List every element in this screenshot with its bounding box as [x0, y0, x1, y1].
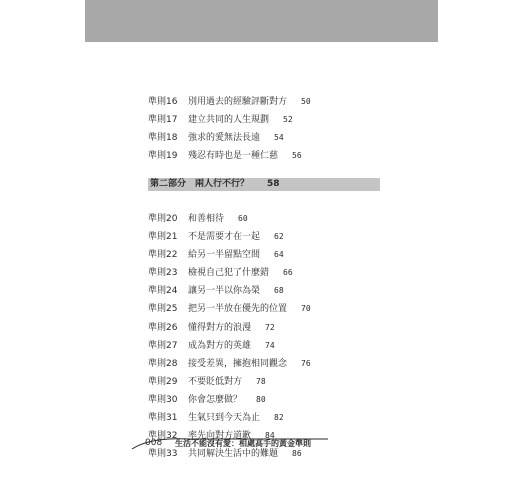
rule-number: 準則25 [148, 304, 178, 315]
toc-list-part-two [148, 210, 408, 463]
rule-number: 準則24 [148, 286, 178, 297]
toc-entry[interactable] [148, 391, 408, 409]
rule-number: 準則20 [148, 214, 178, 224]
toc-entry[interactable] [148, 93, 408, 111]
page-number: 74 [265, 340, 275, 350]
toc-entry[interactable] [148, 319, 408, 337]
toc-entry[interactable] [148, 264, 408, 282]
toc-entry[interactable] [148, 246, 408, 264]
page-number: 80 [256, 394, 266, 404]
rule-title: 讓另一半以你為榮 [188, 286, 261, 297]
rule-title: 殘忍有時也是一種仁慈 [188, 151, 279, 162]
rule-title: 和善相待 [188, 214, 225, 224]
rule-number: 準則30 [148, 394, 178, 405]
page-number: 60 [238, 214, 248, 223]
toc-entry[interactable] [148, 282, 408, 300]
rule-title: 把另一半放在優先的位置 [188, 304, 288, 315]
footer-running-title: 生活不能沒有愛：相處高手的黃金準則 [175, 439, 311, 448]
rule-title: 接受差異，擁抱相同觀念 [188, 358, 288, 369]
page-number: 78 [256, 376, 266, 386]
toc-entry[interactable] [148, 300, 408, 318]
toc-entry[interactable] [148, 210, 408, 228]
page-number: 76 [301, 358, 311, 368]
page-number: 68 [274, 286, 284, 296]
toc-entry[interactable] [148, 147, 408, 165]
rule-number: 準則19 [148, 151, 178, 162]
toc-entry[interactable] [148, 355, 408, 373]
page-number: 66 [283, 268, 293, 278]
rule-number: 準則22 [148, 250, 178, 261]
rule-number: 準則33 [148, 449, 178, 460]
toc-entry[interactable] [148, 129, 408, 147]
toc-entry[interactable] [148, 373, 408, 391]
rule-title: 成為對方的英雄 [188, 340, 252, 351]
rule-title: 率先向對方道歉 [188, 431, 252, 442]
part-title: 第二部分 兩人行不行？ [150, 179, 250, 189]
rule-number: 準則27 [148, 340, 178, 351]
rule-number: 準則18 [148, 133, 178, 144]
footer-page-number: 008 [145, 438, 163, 448]
page-number: 64 [274, 250, 284, 260]
rule-title: 給另一半留點空間 [188, 250, 261, 261]
page-number: 70 [301, 304, 311, 314]
rule-title: 建立共同的人生規劃 [188, 115, 270, 126]
toc-entry[interactable] [148, 337, 408, 355]
part-page-number: 58 [267, 179, 280, 189]
toc-entry[interactable] [148, 111, 408, 129]
page-number: 54 [274, 133, 284, 143]
page-number: 56 [292, 151, 302, 161]
rule-title: 你會怎麼做？ [188, 394, 243, 405]
rule-title: 強求的愛無法長遠 [188, 133, 261, 144]
page-number: 72 [265, 322, 275, 332]
page-number: 86 [292, 449, 302, 459]
rule-number: 準則29 [148, 376, 178, 387]
rule-number: 準則31 [148, 413, 178, 424]
page-footer [130, 435, 350, 453]
page-number: 62 [274, 232, 284, 242]
rule-number: 準則26 [148, 322, 178, 333]
page-number: 82 [274, 413, 284, 423]
rule-title: 別用過去的經驗評斷對方 [188, 97, 288, 107]
rule-number: 準則23 [148, 268, 178, 279]
header-gray-band [85, 0, 438, 42]
rule-title: 共同解決生活中的難題 [188, 449, 279, 460]
rule-title: 懂得對方的浪漫 [188, 322, 252, 333]
page-number: 50 [301, 97, 311, 106]
part-two-heading[interactable] [148, 178, 380, 191]
rule-title: 不是需要才在一起 [188, 232, 261, 243]
rule-number: 準則32 [148, 431, 178, 442]
toc-entry[interactable] [148, 228, 408, 246]
page-number: 84 [265, 431, 275, 441]
page-number: 52 [283, 115, 293, 125]
rule-title: 不要貶低對方 [188, 376, 243, 387]
rule-number: 準則21 [148, 232, 178, 243]
rule-title: 檢視自己犯了什麼錯 [188, 268, 270, 279]
rule-number: 準則16 [148, 97, 178, 107]
toc-entry[interactable] [148, 409, 408, 427]
rule-number: 準則28 [148, 358, 178, 369]
rule-number: 準則17 [148, 115, 178, 126]
toc-list-part-one [148, 93, 408, 165]
rule-title: 生氣只到今天為止 [188, 413, 261, 424]
